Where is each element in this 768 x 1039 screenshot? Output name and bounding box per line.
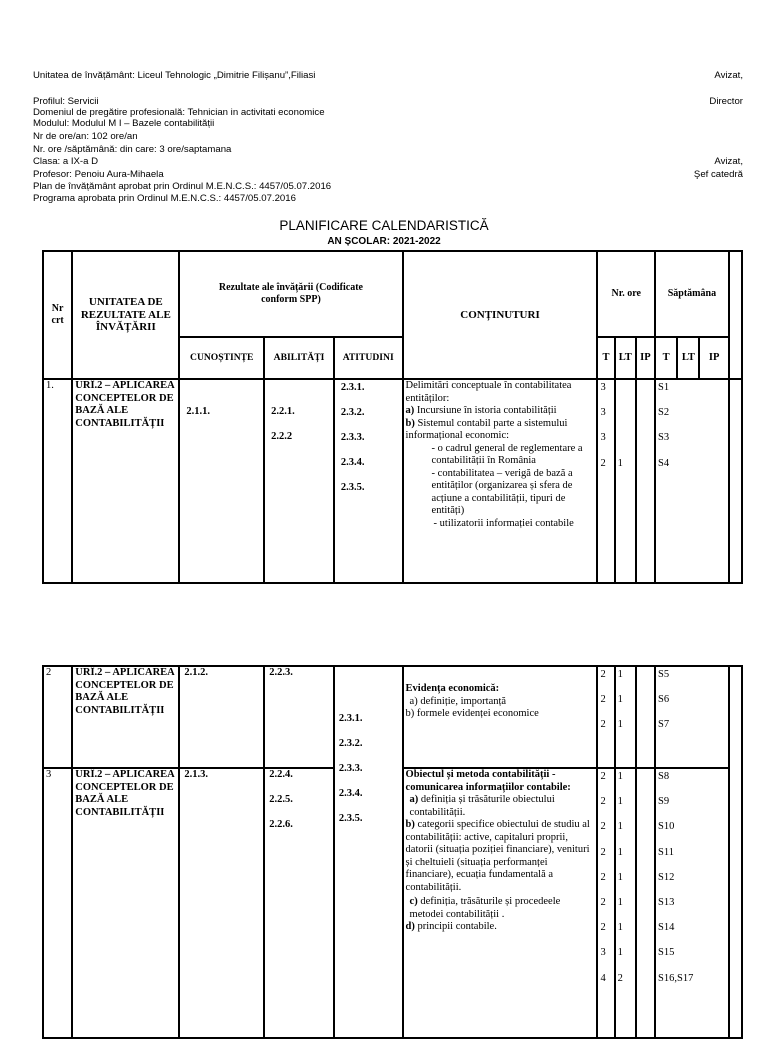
header-s-lt: LT xyxy=(677,337,699,379)
hours-t: 2 xyxy=(600,871,606,883)
hours-lt xyxy=(618,407,633,432)
row-cunostinte xyxy=(179,666,264,768)
row-lt xyxy=(615,379,636,583)
hours-t: 3 xyxy=(600,382,606,393)
row-spacer xyxy=(729,666,742,1038)
week-label: S13 xyxy=(658,896,675,908)
hours-lt: 1 xyxy=(617,796,623,808)
header-nr-crt: Nr crt xyxy=(43,251,72,379)
content-line: a) Incursiune în istoria contabilității xyxy=(405,405,557,416)
header-ip: IP xyxy=(636,337,655,379)
header-nr-ore: Nr. ore xyxy=(597,251,655,337)
header-saptamana: Săptămâna xyxy=(655,251,729,337)
week-label: S7 xyxy=(658,719,670,731)
row-nr: 1. xyxy=(43,379,72,583)
profil-line: Profilul: Servicii xyxy=(33,96,99,107)
director-label: Director xyxy=(709,96,743,107)
row-saptamana xyxy=(655,666,729,768)
avizat-sef-label: Avizat, xyxy=(714,156,743,167)
week-label: S5 xyxy=(658,669,670,680)
content-line: a) definiția și trăsăturile obiectului contabilității. xyxy=(409,794,555,818)
hours-t: 2 xyxy=(600,896,606,908)
row-saptamana xyxy=(655,379,729,583)
hours-lt: 1 xyxy=(617,771,623,782)
hours-t: 3 xyxy=(600,432,606,444)
table-row xyxy=(43,666,742,768)
header-cunostinte: CUNOȘTINȚE xyxy=(179,337,264,379)
row-abilitati xyxy=(264,379,334,583)
row-t xyxy=(597,768,614,1038)
content-line: c) definiția, trăsăturile și procedeele metodei contabilității . xyxy=(409,896,561,920)
row-continut xyxy=(403,379,598,583)
hours-t: 2 xyxy=(600,796,606,808)
hours-t: 2 xyxy=(600,922,606,934)
code-item: 2.3.5. xyxy=(340,482,365,493)
header-spacer xyxy=(729,251,742,379)
week-label: S11 xyxy=(658,846,674,858)
code-item: 2.1.2. xyxy=(184,667,208,678)
header-s-t: T xyxy=(655,337,677,379)
hours-t: 2 xyxy=(600,821,606,833)
week-label: S1 xyxy=(658,382,670,393)
code-item: 2.2.4. xyxy=(269,769,293,780)
row-ip xyxy=(636,666,655,768)
hours-lt: 1 xyxy=(617,896,623,908)
content-line: b) categorii specifice obiectului de studiu al contabilității: active, capitaluri proprii, datorii (situația poziției financiare), venituri și cheltuieli (situația performanței financiare), ecuația fundamentală a contabilității. xyxy=(405,819,590,893)
avizat-director-label: Avizat, xyxy=(714,70,743,81)
hours-lt: 1 xyxy=(617,846,623,858)
row-nr: 3 xyxy=(43,768,72,1038)
ore-an-line: Nr de ore/an: 102 ore/an xyxy=(33,131,138,142)
hours-lt xyxy=(618,432,633,457)
content-line: - contabilitatea – verigă de bază a entităților (organizarea și sfera de acțiune a contabilității, tipuri de entități) xyxy=(431,467,573,516)
row-cunostinte xyxy=(179,379,264,583)
hours-lt: 1 xyxy=(617,719,623,731)
header-s-ip: IP xyxy=(699,337,728,379)
week-label: S4 xyxy=(658,457,670,469)
programa-line: Programa aprobata prin Ordinul M.E.N.C.S.: 4457/05.07.2016 xyxy=(33,193,296,204)
row-t xyxy=(597,379,614,583)
hours-t: 2 xyxy=(600,846,606,858)
sef-catedra-label: Şef catedră xyxy=(693,169,743,180)
plan-table-1 xyxy=(42,250,743,584)
row-nr: 2 xyxy=(43,666,72,768)
hours-lt: 2 xyxy=(617,972,623,984)
profesor-line: Profesor: Penoiu Aura-Mihaela xyxy=(33,169,164,180)
row-saptamana xyxy=(655,768,729,1038)
week-label: S12 xyxy=(658,871,675,883)
code-item: 2.2.5. xyxy=(269,794,293,805)
content-line: - o cadrul general de reglementare a contabilității în România xyxy=(431,442,583,466)
code-item: 2.1.3. xyxy=(184,769,208,780)
hours-t: 2 xyxy=(600,669,606,680)
code-item: 2.3.2. xyxy=(340,407,365,418)
hours-lt: 1 xyxy=(617,669,623,680)
code-item: 2.3.1. xyxy=(340,382,365,393)
code-item: 2.3.4. xyxy=(340,457,365,468)
content-line: b) Sistemul contabil parte a sistemului informațional economic: xyxy=(405,417,568,441)
header-abilitati: ABILITĂȚI xyxy=(264,337,334,379)
header-unitatea: UNITATEA DE REZULTATE ALE ÎNVĂȚĂRII xyxy=(72,251,179,379)
row-unitatea: URÎ.2 – APLICAREA CONCEPTELOR DE BAZĂ ALE CONTABILITĂȚII xyxy=(72,666,179,768)
hours-lt: 1 xyxy=(617,947,623,959)
content-line: d) principii contabile. xyxy=(405,921,497,932)
hours-t: 3 xyxy=(600,947,606,959)
hours-t: 2 xyxy=(600,694,606,706)
header-t: T xyxy=(597,337,614,379)
week-label: S15 xyxy=(658,947,675,959)
hours-t: 2 xyxy=(600,719,606,731)
hours-lt: 1 xyxy=(617,821,623,833)
content-line: a) definiție, importanță xyxy=(409,695,507,707)
row-spacer xyxy=(729,379,742,583)
hours-lt: 1 xyxy=(617,922,623,934)
row-atitudini xyxy=(334,379,403,583)
hours-lt: 1 xyxy=(617,694,623,706)
row-cunostinte xyxy=(179,768,264,1038)
week-label: S8 xyxy=(658,771,670,782)
content-line: Delimitări conceptuale în contabilitatea entităților: xyxy=(405,380,572,404)
week-label: S14 xyxy=(658,922,675,934)
plan-table-2 xyxy=(42,665,743,1039)
header-rezultate: Rezultate ale învățării (Codificate conform SPP) xyxy=(179,251,402,337)
week-label: S16,S17 xyxy=(658,972,694,984)
code-item: 2.2.2 xyxy=(271,431,293,442)
table-row xyxy=(43,379,742,583)
code-item: 2.3.1. xyxy=(338,713,363,724)
hours-lt: 1 xyxy=(617,457,623,469)
week-label: S6 xyxy=(658,694,670,706)
content-line: b) formele evidenței economice xyxy=(405,708,539,719)
row-abilitati xyxy=(264,666,334,768)
code-item: 2.1.1. xyxy=(186,406,210,417)
clasa-line: Clasa: a IX-a D xyxy=(33,156,99,167)
row-unitatea: URÎ.2 – APLICAREA CONCEPTELOR DE BAZĂ ALE CONTABILITĂȚII xyxy=(72,379,179,583)
page-title: PLANIFICARE CALENDARISTICĂ xyxy=(279,218,489,233)
row-ip xyxy=(636,379,655,583)
row-t xyxy=(597,666,614,768)
school-year: AN ȘCOLAR: 2021-2022 xyxy=(327,236,441,247)
hours-t: 2 xyxy=(600,771,606,782)
week-label: S9 xyxy=(658,796,670,808)
code-item: 2.3.3. xyxy=(340,432,365,443)
row-abilitati xyxy=(264,768,334,1038)
row-atitudini xyxy=(334,666,403,1038)
header-continuturi: CONȚINUTURI xyxy=(403,251,598,379)
hours-t: 2 xyxy=(600,457,606,469)
row-continut xyxy=(403,768,598,1038)
hours-lt: 1 xyxy=(617,871,623,883)
hours-t: 3 xyxy=(600,407,606,419)
row-lt xyxy=(615,768,636,1038)
code-item: 2.2.1. xyxy=(271,406,295,417)
domeniu-line: Domeniul de pregătire profesională: Tehnician in activitati economice xyxy=(33,107,325,118)
modul-line: Modulul: Modulul M I – Bazele contabilității xyxy=(33,118,215,129)
code-item: 2.2.3. xyxy=(269,667,293,678)
code-item: 2.3.4. xyxy=(338,788,363,799)
content-title: Evidența economică: xyxy=(405,683,500,694)
code-item: 2.2.6. xyxy=(269,819,293,830)
ore-sapt-line: Nr. ore /săptămână: din care: 3 ore/saptamana xyxy=(33,144,232,155)
hours-lt xyxy=(618,382,633,407)
code-item: 2.3.3. xyxy=(338,763,363,774)
plan-line: Plan de învățământ aprobat prin Ordinul M.E.N.C.S.: 4457/05.07.2016 xyxy=(33,181,332,192)
header-atitudini: ATITUDINI xyxy=(334,337,403,379)
code-item: 2.3.5. xyxy=(338,813,363,824)
code-item: 2.3.2. xyxy=(338,738,363,749)
row-continut xyxy=(403,666,598,768)
week-label: S10 xyxy=(658,821,675,833)
row-unitatea: URÎ.2 – APLICAREA CONCEPTELOR DE BAZĂ ALE CONTABILITĂȚII xyxy=(72,768,179,1038)
content-line: - utilizatorii informației contabile xyxy=(433,517,574,529)
row-lt xyxy=(615,666,636,768)
week-label: S2 xyxy=(658,407,670,419)
school-line: Unitatea de învățământ: Liceul Tehnologic „Dimitrie Filișanu”,Filiasi xyxy=(33,70,316,81)
content-title: Obiectul și metoda contabilității - comunicarea informațiilor contabile: xyxy=(405,769,571,793)
hours-t: 4 xyxy=(600,972,606,984)
header-lt: LT xyxy=(615,337,636,379)
week-label: S3 xyxy=(658,432,670,444)
row-ip xyxy=(636,768,655,1038)
